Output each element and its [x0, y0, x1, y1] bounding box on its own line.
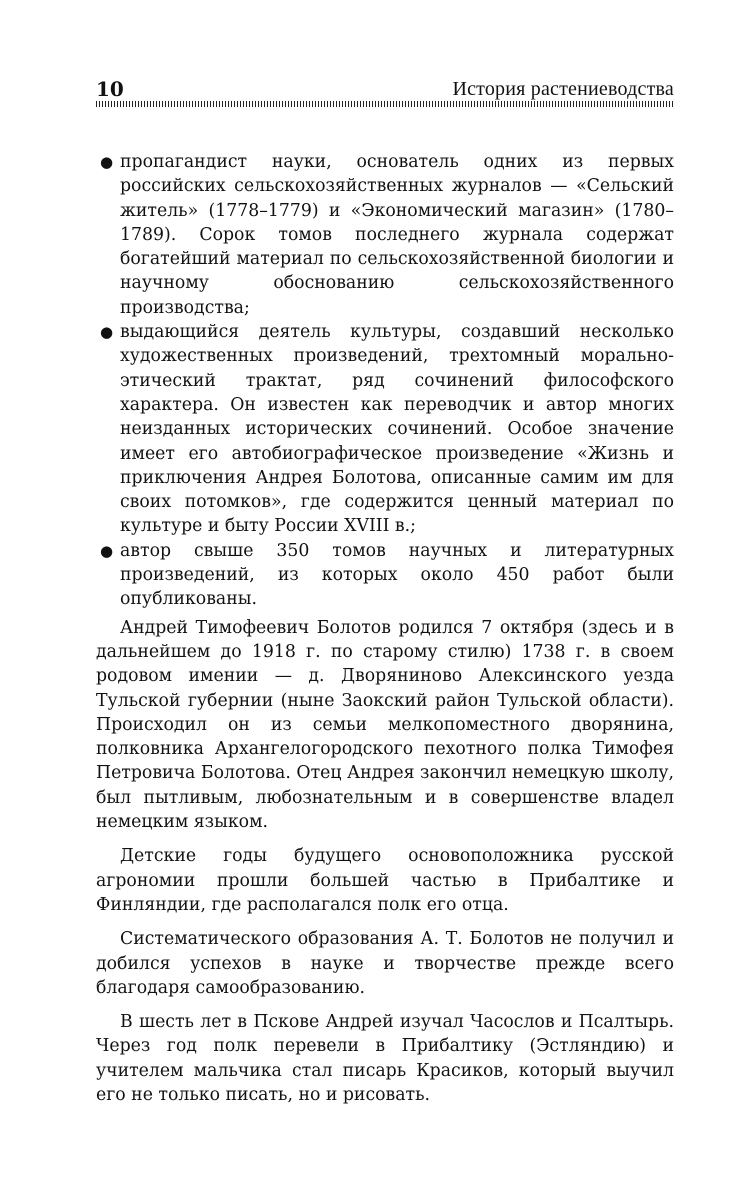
list-item	[96, 150, 674, 320]
paragraph-education: Систематического образования А. Т. Болотов не получил и добился успехов в науке и творчестве прежде всего благодаря самообразованию.	[96, 929, 674, 998]
running-title: История растениеводства	[452, 78, 674, 100]
paragraph-childhood: Детские годы будущего основоположника русской агрономии прошли большей частью в Прибалтике и Финляндии, где располагался полк его отца.	[96, 846, 674, 915]
bullet-icon: ●	[100, 323, 114, 342]
running-head	[96, 74, 674, 100]
list-item-text: выдающийся деятель культуры, создавший несколько художественных произведений, трехтомный морально-этический трактат, ряд сочинений философского характера. Он известен как переводчик и автор многих неизданных исторических сочинений. Особое значение имеет его автобиографическое произведение «Жизнь и приключения Андрея Болотова, описанные самим им для своих потомков», где содержится ценный материал по культуре и быту России XVIII в.;	[120, 322, 674, 537]
bullet-list	[96, 150, 674, 612]
bullet-icon: ●	[100, 541, 114, 560]
list-item	[96, 320, 674, 539]
bullet-icon: ●	[100, 153, 114, 171]
paragraph-pskov: В шесть лет в Пскове Андрей изучал Часослов и Псалтырь. Через год полк перевели в Прибалтику (Эстляндию) и учителем мальчика стал писарь Красиков, который выучил его не только писать, но и рисовать.	[96, 1012, 674, 1105]
book-page	[96, 74, 674, 1107]
body-text	[96, 150, 674, 1107]
list-item	[96, 539, 674, 612]
list-item-text: автор свыше 350 томов научных и литературных произведений, из которых около 450 работ были опубликованы.	[120, 540, 674, 610]
paragraph-birth: Андрей Тимофеевич Болотов родился 7 октября (здесь и в дальнейшем до 1918 г. по старому стилю) 1738 г. в своем родовом имении — д. Дворяниново Алексинского уезда Тульской губернии (ныне Заокский район Тульской области). Происходил он из семьи мелкопоместного дворянина, полковника Архангелогородского пехотного полка Тимофея Петровича Болотова. Отец Андрея закончил немецкую школу, был пытливым, любознательным и в совершенстве владел немецким языком.	[96, 617, 674, 833]
list-item-text: пропагандист науки, основатель одних из первых российских сельскохозяйственных журналов — «Сельский житель» (1778–1779) и «Экономический магазин» (1780–1789). Сорок томов последнего журнала содержат богатейший материал по сельскохозяйственной биологии и научному обоснованию сельскохозяйственного производства;	[120, 152, 674, 318]
header-dotted-rule	[96, 101, 674, 107]
page-number: 10	[96, 77, 124, 101]
